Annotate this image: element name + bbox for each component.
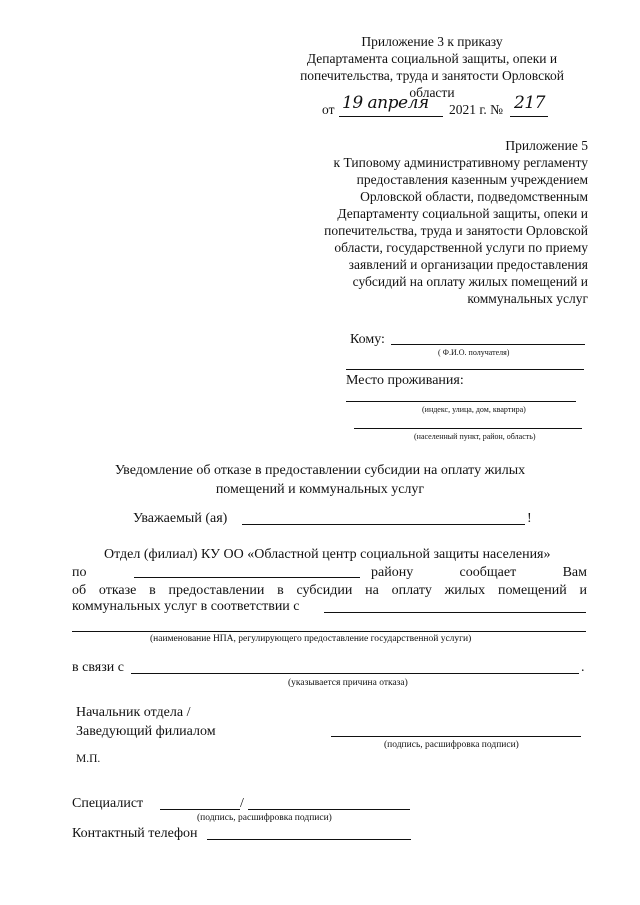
- address-field[interactable]: [346, 401, 576, 402]
- to-caption: ( Ф.И.О. получателя): [438, 348, 510, 357]
- order-date-row: [322, 93, 582, 121]
- regulation-line-5: попечительства, труда и занятости Орловской: [324, 223, 588, 238]
- order-date-underline: [339, 116, 443, 117]
- reason-caption: (указывается причина отказа): [288, 678, 408, 688]
- regulation-line-4: Департаменту социальной защиты, опеки и: [337, 206, 588, 221]
- to-field[interactable]: [391, 344, 585, 345]
- residence-label: Место проживания:: [346, 373, 464, 388]
- reason-label: в связи с: [72, 660, 124, 675]
- regulation-appendix-block: [300, 137, 588, 307]
- regulation-appendix-title: Приложение 5: [505, 138, 588, 153]
- notice-title-line2: помещений и коммунальных услуг: [215, 482, 425, 497]
- address-caption: (индекс, улица, дом, квартира): [422, 405, 526, 414]
- order-date-handwritten: 19 апреля: [342, 93, 429, 113]
- to-field-second-line[interactable]: [346, 369, 584, 370]
- regulation-line-8: субсидий на оплату жилых помещений и: [352, 274, 588, 289]
- specialist-caption: (подпись, расшифровка подписи): [197, 813, 332, 823]
- locality-caption: (населенный пункт, район, область): [414, 432, 536, 441]
- order-number-underline: [510, 116, 548, 117]
- head-title-line1: Начальник отдела /: [76, 705, 191, 720]
- regulation-line-9: коммунальных услуг: [467, 291, 588, 306]
- greeting-end: !: [527, 511, 532, 526]
- order-appendix-line1: Приложение 3 к приказу: [361, 34, 503, 49]
- regulation-line-3: Орловской области, подведомственным: [360, 189, 588, 204]
- body-district-msg: району сообщает Вам: [371, 565, 587, 580]
- specialist-signature-field[interactable]: [160, 809, 240, 810]
- body-po: по: [72, 565, 87, 580]
- notice-title: [80, 461, 560, 499]
- specialist-slash: /: [240, 796, 244, 811]
- body-line3: об отказе в предоставлении в субсидии на оплату жилых помещений и: [72, 583, 587, 598]
- head-title-line2: Заведующий филиалом: [76, 724, 216, 739]
- npa-field[interactable]: [324, 612, 586, 613]
- order-appendix-line2: Департамента социальной защиты, опеки и: [306, 51, 558, 66]
- body-line4: коммунальных услуг в соответствии с: [72, 599, 300, 614]
- order-date-year: 2021 г. №: [449, 102, 504, 117]
- head-title: [76, 703, 216, 741]
- specialist-name-field[interactable]: [248, 809, 410, 810]
- reason-end: .: [581, 660, 585, 675]
- order-number-handwritten: 217: [514, 93, 545, 113]
- to-label: Кому:: [350, 332, 385, 347]
- order-appendix-block: [286, 33, 578, 101]
- npa-field-second-line[interactable]: [72, 631, 586, 632]
- head-signature-field[interactable]: [331, 736, 581, 737]
- order-appendix-line3: попечительства, труда и занятости Орловской: [300, 68, 564, 83]
- specialist-label: Специалист: [72, 796, 144, 811]
- regulation-line-1: к Типовому административному регламенту: [333, 155, 588, 170]
- notice-title-line1: Уведомление об отказе в предоставлении субсидии на оплату жилых: [114, 463, 526, 478]
- body-line1: Отдел (филиал) КУ ОО «Областной центр социальной защиты населения»: [104, 547, 551, 562]
- order-date-prefix: от: [322, 102, 335, 117]
- regulation-line-7: заявлений и организации предоставления: [348, 257, 588, 272]
- district-field[interactable]: [134, 577, 360, 578]
- regulation-line-6: области, государственной услуги по приему: [334, 240, 588, 255]
- greeting-label: Уважаемый (ая): [133, 511, 228, 526]
- stamp-mark: М.П.: [76, 753, 101, 765]
- head-signature-caption: (подпись, расшифровка подписи): [384, 740, 519, 750]
- locality-field[interactable]: [354, 428, 582, 429]
- order-appendix-line4: области: [409, 85, 455, 100]
- phone-field[interactable]: [207, 839, 411, 840]
- regulation-line-2: предоставления казенным учреждением: [356, 172, 588, 187]
- phone-label: Контактный телефон: [72, 826, 198, 841]
- greeting-name-field[interactable]: [242, 524, 525, 525]
- npa-caption: (наименование НПА, регулирующего предоставление государственной услуги): [150, 634, 472, 644]
- reason-field[interactable]: [131, 673, 579, 674]
